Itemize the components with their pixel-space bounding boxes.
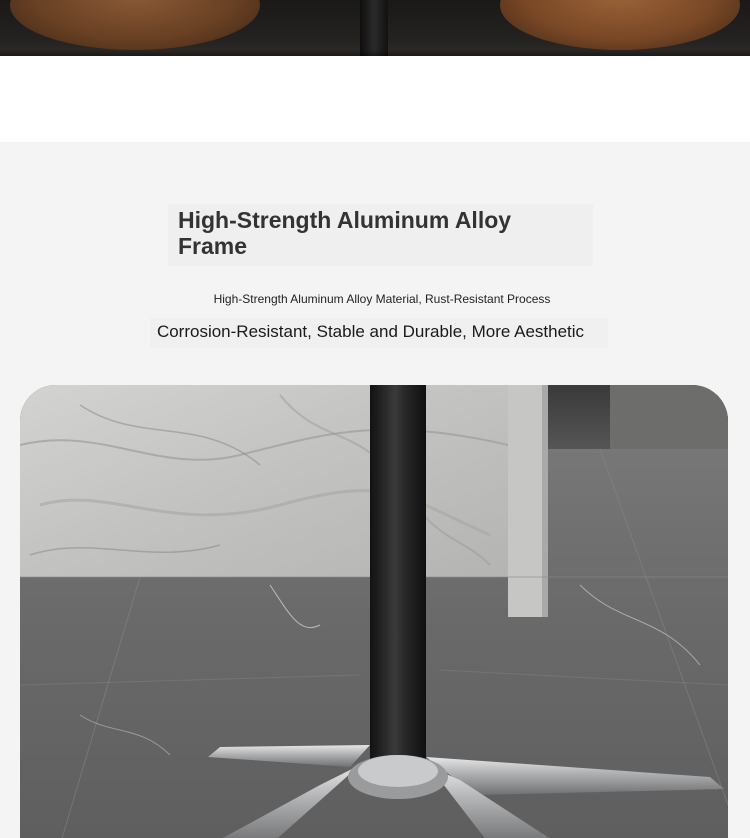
stool-seat-right — [500, 0, 740, 50]
table-pole — [360, 0, 388, 56]
section-spacer — [0, 56, 750, 142]
top-product-image — [0, 0, 750, 56]
feature-tagline: Corrosion-Resistant, Stable and Durable, More Aesthetic — [156, 322, 585, 341]
aluminum-base-product-photo — [20, 385, 728, 838]
feature-subtitle: High-Strength Aluminum Alloy Material, Rust-Resistant Process — [213, 292, 551, 306]
stool-seat-left — [10, 0, 260, 50]
feature-title: High-Strength Aluminum Alloy Frame — [178, 207, 512, 259]
feature-section — [0, 142, 750, 838]
